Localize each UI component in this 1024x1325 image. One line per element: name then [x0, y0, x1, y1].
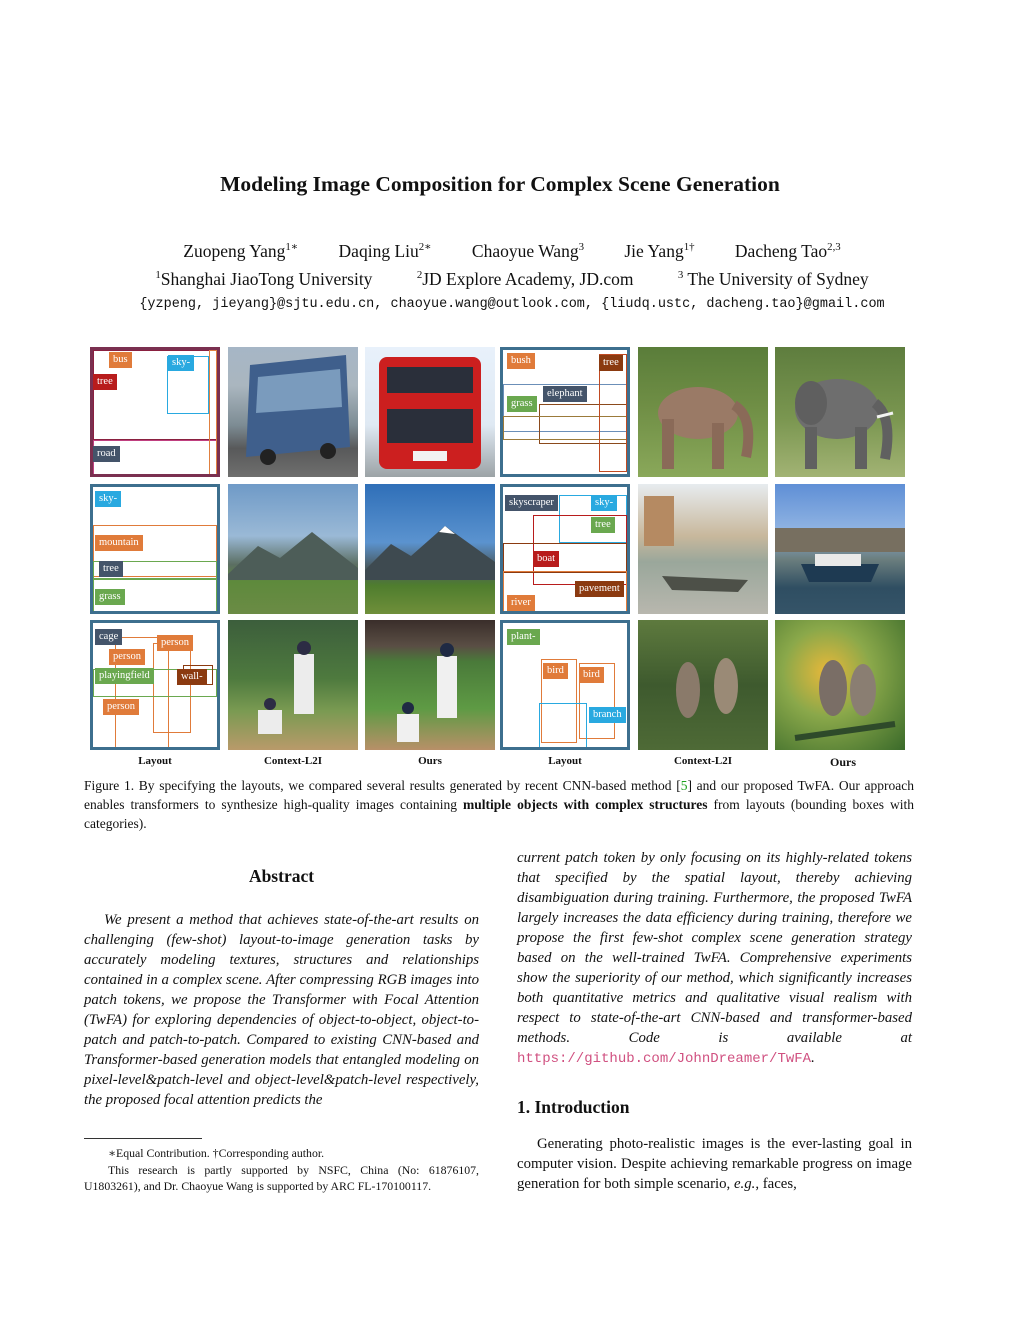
column-head: Ours [418, 755, 442, 767]
column-head: Context-L2I [263, 755, 323, 767]
layout-panel-bus [90, 347, 220, 477]
layout-panel-boat [500, 484, 630, 614]
layout-label: person [103, 699, 139, 715]
image-birds-ours [775, 620, 905, 750]
layout-label: boat [533, 551, 559, 567]
layout-label: sky- [591, 495, 617, 511]
abstract-continued: current patch token by only focusing on its highly-related tokens that specified by the spatial layout, thereby achieving disambiguation during training. Furthermore, the proposed TwFA largely increases the data efficiency during training, therefore we propose the first few-shot complex scene generation strategy based on the well-trained TwFA. Comprehensive experiments show the superiority of our method, which significantly increases both quantitative metrics and qualitative visual realism with respect to state-of-the-art CNN-based and transformer-based methods. Code is available at https://github.com/JohnDreamer/TwFA. [517, 850, 912, 1067]
layout-panel-elephant [500, 347, 630, 477]
mountain-illustration [228, 484, 358, 614]
image-baseball-ours [365, 620, 495, 750]
layout-label: bush [507, 353, 535, 369]
boat-illustration [775, 484, 905, 614]
layout-label: person [109, 649, 145, 665]
image-bus-ours [365, 347, 495, 477]
author: Chaoyue Wang$^3$ [471, 240, 584, 261]
layout-panel-baseball [90, 620, 220, 750]
affiliation: $^2$JD Explore Academy, JD.com [416, 269, 634, 289]
layout-label: bird [579, 667, 604, 683]
layout-panel-mountain [90, 484, 220, 614]
layout-label: playingfield [95, 668, 154, 684]
layout-label: branch [589, 707, 626, 723]
code-link[interactable]: https://github.com/JohnDreamer/TwFA [517, 1051, 812, 1067]
affiliation-list [0, 269, 1024, 290]
footnote-2: This research is partly supported by NSFC, China (No: 61876107, U1803261), and Dr. Chaoyue Wang is supported by ARC FL-170100117. [84, 1163, 479, 1193]
layout-label: tree [99, 561, 123, 577]
image-boat-ours [775, 484, 905, 614]
author-list [0, 240, 1024, 262]
layout-label: river [507, 595, 535, 611]
players-illustration [365, 620, 495, 750]
layout-label: elephant [543, 386, 587, 402]
email-list: {yzpeng, jieyang}@sjtu.edu.cn, chaoyue.wang@outlook.com, {liudq.ustc, dacheng.tao}@gmail.com [139, 297, 885, 312]
layout-panel-birds [500, 620, 630, 750]
layout-label: wall- [177, 669, 207, 685]
layout-label: road [93, 446, 120, 462]
image-mountain-context-l2i [228, 484, 358, 614]
image-birds-context-l2i [638, 620, 768, 750]
layout-label: pavement [575, 581, 624, 597]
column-head: Layout [138, 755, 172, 767]
image-boat-context-l2i [638, 484, 768, 614]
column-head: Layout [548, 755, 582, 767]
image-bus-context-l2i [228, 347, 358, 477]
figure-caption: Figure 1. By specifying the layouts, we compared several results generated by recent CNN-based method [5] and our proposed TwFA. Our approach enables transformers to synthesize high-quality images containing multiple objects with complex structures from layouts (bounding boxes with categories). [84, 778, 915, 831]
layout-label: tree [599, 355, 623, 371]
affiliation: $^1$Shanghai JiaoTong University [155, 269, 373, 289]
image-elephant-context-l2i [638, 347, 768, 477]
introduction-heading: 1. Introduction [517, 1097, 630, 1117]
layout-label: grass [507, 396, 537, 412]
layout-label: bus [109, 352, 132, 368]
players-illustration [228, 620, 358, 750]
author: Dacheng Tao$^{2,3}$ [734, 240, 841, 261]
layout-label: sky- [168, 355, 194, 371]
author: Daqing Liu$^{2∗}$ [338, 240, 432, 261]
footnote-rule [84, 1138, 202, 1139]
image-baseball-context-l2i [228, 620, 358, 750]
image-elephant-ours [775, 347, 905, 477]
layout-label: cage [95, 629, 122, 645]
abstract-heading: Abstract [248, 866, 315, 886]
red-bus-illustration [365, 347, 495, 477]
birds-illustration [638, 620, 768, 750]
layout-label: plant- [507, 629, 540, 645]
boat-illustration [638, 484, 768, 614]
layout-label: bird [543, 663, 568, 679]
introduction-text: Generating photo-realistic images is the ever-lasting goal in computer vision. Despite achieving remarkable progress on image generation for both simple scenario, e.g., faces, [517, 1136, 912, 1192]
column-head: Ours [829, 755, 856, 769]
author: Zuopeng Yang$^{1∗}$ [183, 240, 299, 261]
footnote-1: ∗Equal Contribution. †Corresponding author. [108, 1146, 325, 1160]
layout-label: tree [93, 374, 117, 390]
layout-label: person [157, 635, 193, 651]
layout-label: sky- [95, 491, 121, 507]
layout-label: grass [95, 589, 125, 605]
affiliation: $^3$ The University of Sydney [677, 269, 869, 289]
mountain-illustration [365, 484, 495, 614]
column-head: Context-L2I [673, 755, 733, 767]
abstract-text: We present a method that achieves state-of-the-art results on challenging (few-shot) layout-to-image generation tasks by accurately modeling textures, structures and relationships contained in a complex scene. After compressing RGB images into patch tokens, we propose the Transformer with Focal Attention (TwFA) for exploring dependencies of object-to-object, object-to-patch and patch-to-patch. Compared to existing CNN-based and Transformer-based generation models that entangled modeling on pixel-level&patch-level and object-level&patch-level respectively, the proposed focal attention predicts the [84, 912, 479, 1108]
author: Jie Yang$^{1\dagger}$ [624, 240, 695, 261]
elephant-illustration [638, 347, 768, 477]
paper-title: Modeling Image Composition for Complex Scene Generation [220, 172, 780, 196]
layout-label: tree [591, 517, 615, 533]
birds-illustration [775, 620, 905, 750]
bus-illustration [228, 347, 358, 477]
layout-label: mountain [95, 535, 143, 551]
image-mountain-ours [365, 484, 495, 614]
elephant-illustration [775, 347, 905, 477]
layout-label: skyscraper [505, 495, 558, 511]
